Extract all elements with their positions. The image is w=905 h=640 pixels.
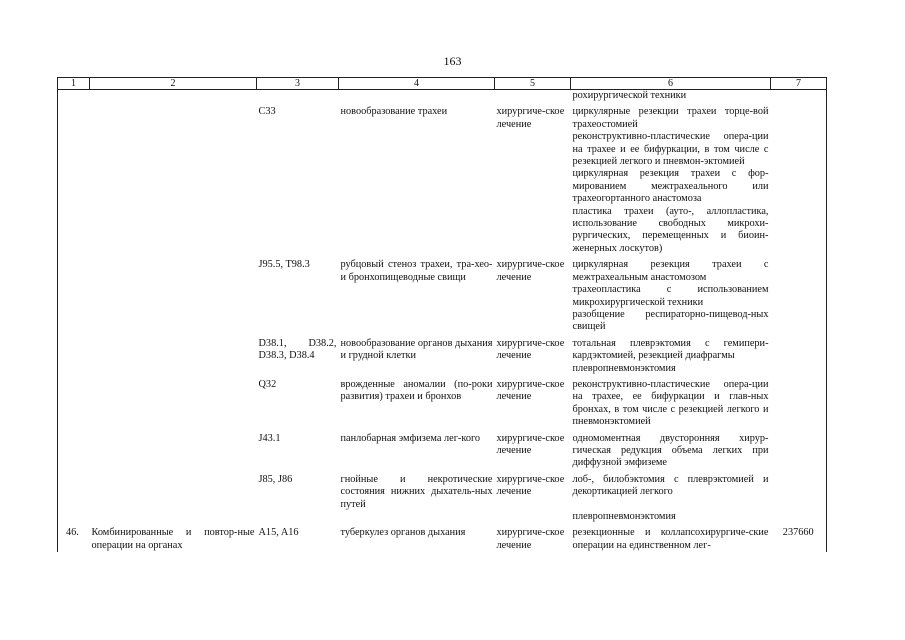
cell-col-3 <box>257 511 339 523</box>
cell-col-2 <box>90 474 257 511</box>
cell-col-2 <box>90 284 257 309</box>
cell-col-5: хирургиче-ское лечение <box>496 473 565 498</box>
cell-col-2 <box>90 309 257 334</box>
cell-col-6: циркулярные резекции трахеи торце-вой трахеостомией <box>572 106 769 130</box>
col-header-4: 4 <box>339 78 495 90</box>
cell-col-5 <box>495 363 571 375</box>
cell-col-5: хирургиче-ское лечение <box>496 337 565 362</box>
cell-col-1 <box>58 433 90 470</box>
cell-col-4: туберкулез органов дыхания <box>340 527 466 539</box>
cell-col-2 <box>90 259 257 284</box>
cell-col-4: гнойные и некротические состояния нижних дыхатель-ных путей <box>340 473 493 510</box>
table-row <box>58 259 827 284</box>
cell-col-4 <box>339 131 495 168</box>
cell-col-6: циркулярная резекция трахеи с межтрахеальным анастомозом <box>572 259 769 283</box>
page-number: 163 <box>443 54 462 68</box>
cell-col-4: рубцовый стеноз трахеи, тра-хео- и бронхопищеводные свищи <box>340 259 493 283</box>
table-row <box>58 309 827 334</box>
cell-col-2 <box>90 106 257 131</box>
cell-col-5 <box>495 168 571 205</box>
table-row <box>58 338 827 363</box>
cell-col-1 <box>58 206 90 256</box>
cell-col-7 <box>771 168 827 205</box>
cell-col-2: Комбинированные и повтор-ные операции на органах <box>91 527 255 551</box>
cell-col-7: 237660 <box>771 527 827 552</box>
col-header-2: 2 <box>90 78 257 90</box>
cell-col-7 <box>771 106 827 131</box>
cell-col-2 <box>90 363 257 375</box>
cell-col-3: A15, A16 <box>258 527 299 539</box>
cell-col-7 <box>771 363 827 375</box>
cell-col-7 <box>771 259 827 284</box>
cell-col-6: резекционные и коллапсохирургиче-ские операции на единственном лег- <box>572 527 769 551</box>
cell-col-5: хирургиче-ское лечение <box>496 432 565 456</box>
cell-col-6: плевропневмонэктомия <box>572 362 676 374</box>
cell-col-4 <box>339 90 495 103</box>
cell-col-1 <box>58 259 90 284</box>
cell-col-1 <box>58 284 90 309</box>
cell-col-6: плевропневмонэктомия <box>572 511 676 522</box>
header-row <box>58 78 827 90</box>
cell-col-7 <box>771 206 827 256</box>
cell-col-2 <box>90 338 257 363</box>
cell-col-4 <box>339 168 495 205</box>
cell-col-2 <box>90 379 257 429</box>
cell-col-1: 46. <box>58 527 90 552</box>
cell-col-5: хирургиче-ское лечение <box>496 378 565 403</box>
cell-col-6: трахеопластика с использованием микрохирургической техники <box>572 284 769 308</box>
cell-col-3 <box>257 90 339 103</box>
col-header-3: 3 <box>257 78 339 90</box>
cell-col-4 <box>339 511 495 523</box>
cell-col-3: C33 <box>258 106 276 118</box>
col-header-5: 5 <box>495 78 571 90</box>
cell-col-6: тотальная плеврэктомия с гемипери-кардэктомией, резекцией диафрагмы <box>572 337 769 362</box>
cell-col-7 <box>771 474 827 511</box>
cell-col-6: пластика трахеи (ауто-, аллопластика, использование свободных микрохи-рургических, перемещенных и биоин-женерных лоскутов) <box>572 205 769 254</box>
cell-col-3: J85, J86 <box>258 473 293 485</box>
table-row <box>58 379 827 429</box>
cell-col-3 <box>257 131 339 168</box>
procedures-table <box>57 77 827 552</box>
cell-col-1 <box>58 106 90 131</box>
cell-col-2 <box>90 206 257 256</box>
cell-col-5 <box>495 284 571 309</box>
cell-col-7 <box>771 309 827 334</box>
cell-col-3: D38.1, D38.2, D38.3, D38.4 <box>258 337 337 362</box>
cell-col-4: новообразование органов дыхания и грудной клетки <box>340 337 493 362</box>
cell-col-2 <box>90 168 257 205</box>
cell-col-4: новообразование трахеи <box>340 106 448 118</box>
table-row <box>58 433 827 470</box>
cell-col-2 <box>90 131 257 168</box>
col-header-6: 6 <box>571 78 771 90</box>
table-row <box>58 168 827 205</box>
table-row <box>58 511 827 523</box>
cell-col-3 <box>257 363 339 375</box>
cell-col-4 <box>339 284 495 309</box>
cell-col-6: циркулярная резекция трахеи с фор-мированием межтрахеального или трахеогортанного анастомоза <box>572 168 769 205</box>
table-body <box>58 90 827 553</box>
table-row <box>58 106 827 131</box>
cell-col-7 <box>771 379 827 429</box>
cell-col-5: хирургиче-ское лечение <box>496 106 565 130</box>
cell-col-6: рохирургической техники <box>572 90 687 101</box>
cell-col-2 <box>90 433 257 470</box>
cell-col-4: врожденные аномалии (по-роки развития) трахеи и бронхов <box>340 378 493 403</box>
cell-col-3 <box>257 206 339 256</box>
cell-col-4 <box>339 363 495 375</box>
cell-col-1 <box>58 338 90 363</box>
cell-col-6: лоб-, билобэктомия с плеврэктомией и декортикацией легкого <box>572 473 769 498</box>
table-row <box>58 363 827 375</box>
cell-col-4: панлобарная эмфизема лег-кого <box>340 432 481 444</box>
cell-col-3 <box>257 284 339 309</box>
cell-col-3 <box>257 168 339 205</box>
table-row <box>58 90 827 103</box>
cell-col-3: J43.1 <box>258 432 281 444</box>
cell-col-1 <box>58 379 90 429</box>
cell-col-5 <box>495 511 571 523</box>
cell-col-4 <box>339 206 495 256</box>
cell-col-7 <box>771 284 827 309</box>
cell-col-6: реконструктивно-пластические опера-ции на трахее и ее бифуркации, в том числе с резекцией легкого и пневмон-эктомией <box>572 131 769 168</box>
cell-col-6: одномоментная двусторонняя хирур-гическая редукция объема легких при диффузной эмфиземе <box>572 432 769 469</box>
table-row <box>58 131 827 168</box>
cell-col-5: хирургиче-ское лечение <box>496 527 565 551</box>
cell-col-5 <box>495 309 571 334</box>
table-row <box>58 284 827 309</box>
table-row <box>58 474 827 511</box>
cell-col-7 <box>771 90 827 103</box>
cell-col-7 <box>771 433 827 470</box>
cell-col-2 <box>90 511 257 523</box>
cell-col-6: разобщение респираторно-пищевод-ных свищей <box>572 308 769 333</box>
cell-col-5 <box>495 90 571 103</box>
cell-col-1 <box>58 363 90 375</box>
cell-col-1 <box>58 474 90 511</box>
cell-col-4 <box>339 309 495 334</box>
cell-col-3 <box>257 309 339 334</box>
cell-col-3: Q32 <box>258 378 277 390</box>
cell-col-7 <box>771 511 827 523</box>
cell-col-3: J95.5, T98.3 <box>258 259 310 271</box>
cell-col-1 <box>58 168 90 205</box>
cell-col-1 <box>58 90 90 103</box>
cell-col-1 <box>58 309 90 334</box>
cell-col-5 <box>495 131 571 168</box>
col-header-7: 7 <box>771 78 827 90</box>
cell-col-6: реконструктивно-пластические опера-ции на трахее, ее бифуркации и глав-ных бронхах, в том числе с резекцией легкого и пневмонэктомией <box>572 378 769 428</box>
cell-col-1 <box>58 511 90 523</box>
cell-col-7 <box>771 131 827 168</box>
table-row <box>58 527 827 552</box>
cell-col-7 <box>771 338 827 363</box>
table-row <box>58 206 827 256</box>
col-header-1: 1 <box>58 78 90 90</box>
cell-col-2 <box>90 90 257 103</box>
cell-col-5 <box>495 206 571 256</box>
cell-col-1 <box>58 131 90 168</box>
cell-col-5: хирургиче-ское лечение <box>496 259 565 283</box>
